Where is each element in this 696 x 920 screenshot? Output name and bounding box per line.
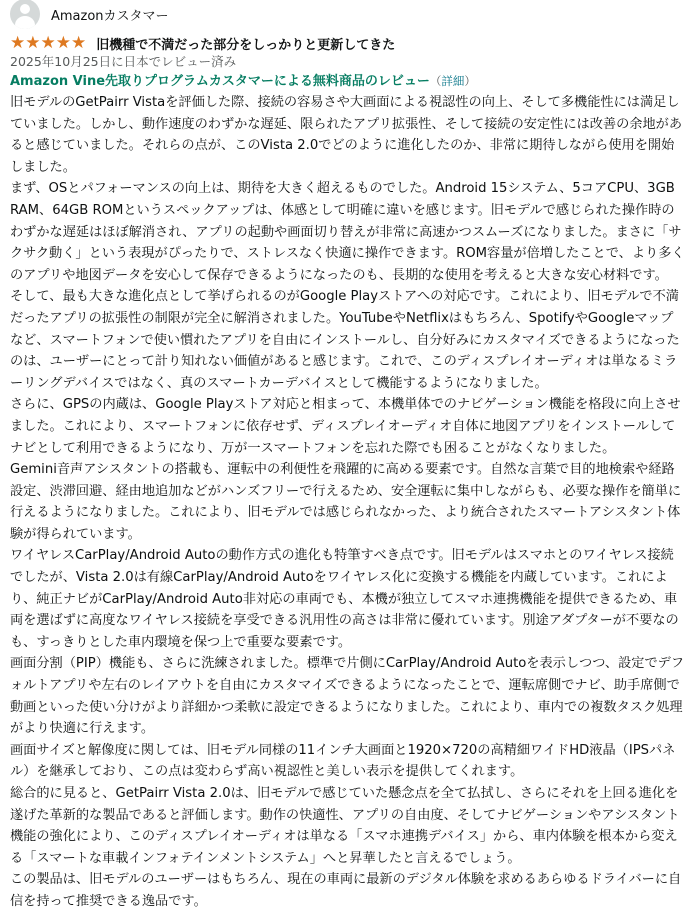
reviewer-name[interactable]: Amazonカスタマー — [51, 8, 169, 24]
star-icon: ★ — [25, 32, 41, 53]
vine-row — [10, 70, 686, 90]
review-title[interactable]: 旧機種で不満だった部分をしっかりと更新してきた — [96, 37, 396, 53]
review-paragraph: 旧モデルのGetPairr Vistaを評価した際、接続の容易さや大画面による視認性の向上、そして多機能性には満足していました。しかし、動作速度のわずかな遅延、限られたアプリ拡張性、そして接続の安定性には改善の余地があると感じていました。それらの点が、このVista 2.0でどのように進化したのか、非常に期待しながら使用を開始しました。 — [10, 95, 683, 175]
review-body — [10, 92, 686, 913]
default-avatar-icon — [10, 0, 40, 29]
review-paragraph: まず、OSとパフォーマンスの向上は、期待を大きく超えるものでした。Android 15システム、5コアCPU、3GB RAM、64GB ROMというスペックアップは、体感として明確に違いを感じます。旧モデルで感じられた操作時のわずかな遅延はほぼ解消され、アプリの起動や画面切り替えが非常に高速かつスムーズになりました。まさに「サクサク動く」という表現がぴったりで、ストレスなく快適に操作できます。ROM容量が倍増したことで、より多くのアプリや地図データを安心して保存できるようになったのも、長期的な使用を考えると大きな安心材料です。 — [10, 181, 685, 283]
star-icon: ★ — [55, 32, 71, 53]
review-paragraph: この製品は、旧モデルのユーザーはもちろん、現在の車両に最新のデジタル体験を求めるあらゆるドライバーに自信を持って推奨できる逸品です。 — [10, 872, 682, 909]
vine-badge: Amazon Vine先取りプログラムカスタマーによる無料商品のレビュー — [10, 74, 430, 89]
review-date: 2025年10月25日に日本でレビュー済み — [10, 54, 237, 69]
vine-detail-link[interactable]: 詳細 — [441, 74, 465, 88]
review-paragraph: 総合的に見ると、GetPairr Vista 2.0は、旧モデルで感じていた懸念点を全て払拭し、さらにそれを上回る進化を遂げた革新的な製品であると評価します。動作の快適性、アプリの自由度、そしてナビゲーションやアシスタント機能の強化により、このディスプレイオーディオは単なる「スマホ連携デバイス」から、車内体験を根本から変える「スマートな車載インフォテインメントシステム」へと昇華したと言えるでしょう。 — [10, 786, 680, 866]
star-rating — [10, 32, 87, 53]
review-paragraph: ワイヤレスCarPlay/Android Autoの動作方式の進化も特筆すべき点です。旧モデルはスマホとのワイヤレス接続でしたが、Vista 2.0は有線CarPlay/Android Autoをワイヤレス化に変換する機能を内蔵しています。これにより、純正ナビがCarPlay/Android Auto非対応の車両でも、本機が独立してスマホ連携機能を提供できるため、車両を選ばずに高度なワイヤレス接続を享受できる汎用性の高さは非常に優れています。別途アダプターが不要なのも、すっきりとした車内環境を保つ上で重要な要素です。 — [10, 548, 679, 650]
review-title-row — [10, 34, 686, 52]
vine-detail-close: ） — [464, 74, 476, 88]
review-paragraph: さらに、GPSの内蔵は、Google Playストア対応と相まって、本機単体でのナビゲーション機能を格段に向上させました。これにより、スマートフォンに依存せず、ディスプレイオーディオ自体に地図アプリをインストールしてナビとして利用できるようになり、万が一スマートフォンを忘れた際でも困ることがなくなりました。 — [10, 397, 681, 456]
review-paragraph: Gemini音声アシスタントの搭載も、運転中の利便性を飛躍的に高める要素です。自然な言葉で目的地検索や経路設定、渋滞回避、経由地追加などがハンズフリーで行えるため、安全運転に集中しながらも、必要な操作を簡単に行えるようになりました。これにより、旧モデルでは感じられなかった、より統合されたスマートアシスタント体験が得られています。 — [10, 462, 682, 542]
star-icon: ★ — [40, 32, 56, 53]
review-paragraph: 画面分割（PIP）機能も、さらに洗練されました。標準で片側にCarPlay/Android Autoを表示しつつ、設定でデフォルトアプリや左右のレイアウトを自由にカスタマイズできるようになったことで、運転席側でナビ、助手席側で動画といった使い分けがより詳細かつ柔軟に設定できるようになりました。これにより、車内での複数タスク処理がより快適に行えます。 — [10, 656, 685, 737]
review-paragraph: 画面サイズと解像度に関しては、旧モデル同様の11インチ大画面と1920×720の高精細ワイドHD液晶（IPSパネル）を継承しており、この点は変わらず高い視認性と美しい表示を提供してくれます。 — [10, 742, 676, 780]
star-icon: ★ — [10, 32, 26, 53]
star-icon: ★ — [71, 32, 87, 53]
vine-detail-open: （ — [429, 74, 442, 88]
review-paragraph: そして、最も大きな進化点として挙げられるのがGoogle Playストアへの対応です。これにより、旧モデルで不満だったアプリの拡張性の制限が完全に解消されました。YouTubeやNetflixはもちろん、SpotifyやGoogleマップなど、スマートフォンで使い慣れたアプリを自由にインストールし、自分好みにカスタマイズできるようになったのは、ユーザーにとって計り知れない価値があると感じます。これで、このディスプレイオーディオは単なるミラーリングデバイスではなく、真のスマートカーデバイスとして機能するようになりました。 — [10, 289, 680, 391]
reviewer-profile[interactable] — [10, 0, 686, 28]
